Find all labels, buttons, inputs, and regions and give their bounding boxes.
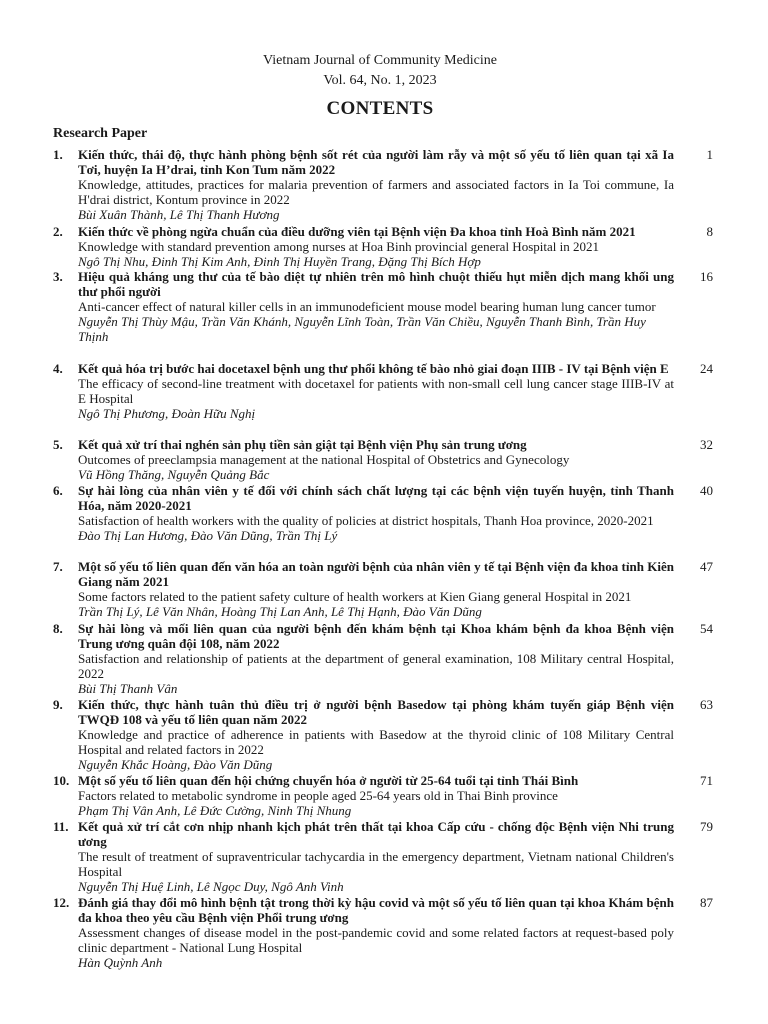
entry-authors: Ngô Thị Nhu, Đinh Thị Kim Anh, Đinh Thị Huyền Trang, Đặng Thị Bích Hợp bbox=[78, 254, 481, 269]
entry-english-title: Knowledge with standard prevention among nurses at Hoa Binh provincial general Hospital in 2021 bbox=[78, 239, 599, 254]
entry-page-number: 8 bbox=[706, 224, 713, 239]
entry-authors: Trần Thị Lý, Lê Văn Nhân, Hoàng Thị Lan Anh, Lê Thị Hạnh, Đào Văn Dũng bbox=[78, 604, 482, 619]
journal-volume: Vol. 64, No. 1, 2023 bbox=[323, 73, 437, 88]
entry-authors: Đào Thị Lan Hương, Đào Văn Dũng, Trần Thị Lý bbox=[78, 528, 338, 543]
entry-authors: Hàn Quỳnh Anh bbox=[78, 955, 163, 970]
section-heading: Research Paper bbox=[53, 126, 148, 141]
entry-authors: Nguyễn Thị Thùy Mậu, Trần Văn Khánh, Nguyễn Lĩnh Toàn, Trần Văn Chiều, Nguyễn Thanh Bình, Trần Huy Thịnh bbox=[78, 314, 646, 344]
entry-english-title: Knowledge, attitudes, practices for malaria prevention of farmers and associated factors in Ia Toi commune, Ia H'drai district, Kontum province in 2022 bbox=[78, 177, 674, 207]
entry-authors: Nguyễn Khắc Hoàng, Đào Văn Dũng bbox=[78, 757, 273, 772]
entry-page-number: 79 bbox=[700, 819, 713, 834]
entry-authors: Phạm Thị Vân Anh, Lê Đức Cường, Ninh Thị Nhung bbox=[78, 803, 352, 818]
entry-title: Sự hài lòng của nhân viên y tế đối với chính sách chất lượng tại các bệnh viện tuyến huyện, tỉnh Thanh Hóa, năm 2020-2021 bbox=[78, 483, 674, 513]
entry-title: Hiệu quả kháng ung thư của tế bào diệt tự nhiên trên mô hình chuột thiếu hụt miễn dịch mang khối ung thư phổi người bbox=[78, 269, 674, 299]
entry-number: 7. bbox=[53, 559, 63, 574]
entry-authors: Vũ Hồng Thăng, Nguyễn Quảng Bắc bbox=[78, 467, 270, 482]
entry-page-number: 47 bbox=[700, 559, 713, 574]
entry-page-number: 87 bbox=[700, 895, 713, 910]
entry-english-title: Knowledge and practice of adherence in patients with Basedow at the thyroid clinic of 108 Military Central Hospital and related factors in 2022 bbox=[78, 727, 674, 757]
entry-title: Kiến thức, thực hành tuân thủ điều trị ở người bệnh Basedow tại phòng khám tuyến giáp Bệnh viện TWQĐ 108 và yếu tố liên quan năm 2022 bbox=[78, 697, 674, 727]
entry-english-title: Outcomes of preeclampsia management at the national Hospital of Obstetrics and Gynecology bbox=[78, 452, 570, 467]
entry-english-title: Satisfaction of health workers with the quality of policies at district hospitals, Thanh Hoa province, 2020-2021 bbox=[78, 513, 654, 528]
entry-title: Một số yếu tố liên quan đến văn hóa an toàn người bệnh của nhân viên y tế tại Bệnh viện đa khoa tỉnh Kiên Giang năm 2021 bbox=[78, 559, 674, 589]
entry-number: 5. bbox=[53, 437, 63, 452]
entry-title: Kết quả xử trí thai nghén sản phụ tiền sản giật tại Bệnh viện Phụ sản trung ương bbox=[78, 437, 527, 452]
entry-authors: Bùi Thị Thanh Vân bbox=[78, 681, 178, 696]
entry-english-title: Factors related to metabolic syndrome in people aged 25-64 years old in Thai Binh province bbox=[78, 788, 558, 803]
entry-english-title: The result of treatment of supraventricular tachycardia in the emergency department, Vietnam national Children's Hospital bbox=[78, 849, 674, 879]
entry-number: 9. bbox=[53, 697, 63, 712]
entry-title: Sự hài lòng và mối liên quan của người bệnh đến khám bệnh tại Khoa khám bệnh đa khoa Bệnh viện Trung ương quân đội 108, năm 2022 bbox=[78, 621, 674, 651]
entry-english-title: Anti-cancer effect of natural killer cells in an immunodeficient mouse model bearing human lung cancer tumor bbox=[78, 299, 656, 314]
entry-authors: Nguyễn Thị Huệ Linh, Lê Ngọc Duy, Ngô Anh Vinh bbox=[78, 879, 344, 894]
entry-number: 3. bbox=[53, 269, 63, 284]
entry-page-number: 24 bbox=[700, 361, 713, 376]
entry-title: Kiến thức, thái độ, thực hành phòng bệnh sốt rét của người làm rẫy và một số yếu tố liên quan tại xã Ia Tơi, huyện Ia H’drai, tỉnh Kon Tum năm 2022 bbox=[78, 147, 674, 177]
entry-number: 6. bbox=[53, 483, 63, 498]
entry-number: 1. bbox=[53, 147, 63, 162]
journal-name: Vietnam Journal of Community Medicine bbox=[262, 53, 497, 68]
entry-title: Kết quả hóa trị bước hai docetaxel bệnh ung thư phổi không tế bào nhỏ giai đoạn IIIB - IV tại Bệnh viện E bbox=[78, 361, 669, 376]
entry-title: Một số yếu tố liên quan đến hội chứng chuyển hóa ở người từ 25-64 tuổi tại tỉnh Thái Bình bbox=[78, 773, 579, 788]
entry-number: 10. bbox=[53, 773, 70, 788]
entry-page-number: 54 bbox=[700, 621, 713, 636]
entry-page-number: 32 bbox=[700, 437, 713, 452]
entry-page-number: 1 bbox=[706, 147, 713, 162]
entry-english-title: Assessment changes of disease model in the post-pandemic covid and some related factors at request-based poly clinic department - National Lung Hospital bbox=[78, 925, 674, 955]
entry-authors: Bùi Xuân Thành, Lê Thị Thanh Hương bbox=[78, 207, 280, 222]
entry-page-number: 63 bbox=[700, 697, 713, 712]
entry-english-title: Some factors related to the patient safety culture of health workers at Kien Giang general Hospital in 2021 bbox=[78, 589, 632, 604]
entry-number: 2. bbox=[53, 224, 63, 239]
entry-number: 11. bbox=[53, 819, 69, 834]
entry-english-title: The efficacy of second-line treatment with docetaxel for patients with non-small cell lung cancer stage IIIB-IV at E Hospital bbox=[78, 376, 674, 406]
entry-title: Kết quả xử trí cắt cơn nhịp nhanh kịch phát trên thất tại khoa Cấp cứu - chống độc Bệnh viện Nhi trung ương bbox=[78, 819, 674, 849]
entry-authors: Ngô Thị Phương, Đoàn Hữu Nghị bbox=[78, 406, 256, 421]
entry-number: 12. bbox=[53, 895, 70, 910]
entry-page-number: 16 bbox=[700, 269, 713, 284]
entry-title: Kiến thức về phòng ngừa chuẩn của điều dưỡng viên tại Bệnh viện Đa khoa tỉnh Hoà Bình năm 2021 bbox=[78, 224, 636, 239]
entry-title: Đánh giá thay đổi mô hình bệnh tật trong thời kỳ hậu covid và một số yếu tố liên quan tại khoa Khám bệnh đa khoa theo yêu cầu Bệnh viện Phổi trung ương bbox=[78, 895, 674, 925]
entry-page-number: 40 bbox=[700, 483, 713, 498]
entry-english-title: Satisfaction and relationship of patients at the department of general examination, 108 Military central Hospital, 2022 bbox=[78, 651, 674, 681]
entry-number: 4. bbox=[53, 361, 63, 376]
entry-number: 8. bbox=[53, 621, 63, 636]
page-title: CONTENTS bbox=[326, 98, 434, 119]
entry-page-number: 71 bbox=[700, 773, 713, 788]
